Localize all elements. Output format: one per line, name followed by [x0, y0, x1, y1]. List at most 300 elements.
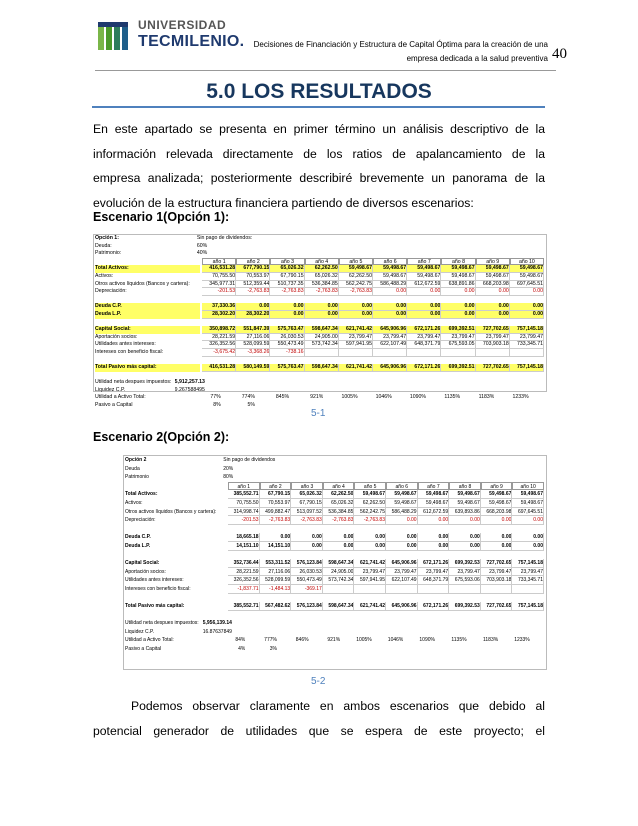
summary-row — [94, 387, 546, 395]
value-cell: 62,262.50 — [339, 273, 373, 281]
value-cell: 0.00 — [476, 303, 510, 311]
value-cell: 59,498.67 — [510, 273, 544, 281]
closing-paragraph — [93, 694, 545, 743]
scenario1-caption: 5-1 — [311, 408, 326, 419]
summary-row — [124, 628, 546, 637]
ratio-row — [124, 645, 546, 654]
value-cell: 757,145.18 — [510, 364, 544, 372]
value-cell: 27,116.06 — [260, 568, 292, 577]
value-cell: 59,498.67 — [510, 265, 544, 273]
value-cell: 350,898.72 — [202, 326, 236, 334]
spacer-row — [94, 357, 546, 365]
spacer-row — [124, 611, 546, 620]
value-cell: 727,702.65 — [481, 559, 513, 568]
value-cell: 0.00 — [476, 288, 510, 296]
row-label: Capital Social: — [95, 326, 200, 334]
data-row — [94, 334, 546, 342]
value-cell: 672,171.26 — [407, 364, 441, 372]
value-cell: 26,030.53 — [270, 334, 304, 342]
row-label: Otros activos líquidos (Bancos y cartera): — [95, 280, 190, 287]
data-row — [124, 576, 546, 585]
value-cell: 727,702.65 — [476, 326, 510, 334]
data-row — [94, 364, 546, 372]
tecmilenio-logo-icon — [96, 16, 136, 56]
option-value: 60% — [196, 242, 208, 249]
value-cell: 0.00 — [481, 516, 513, 525]
value-cell: 645,906.96 — [373, 326, 407, 334]
value-cell: 0.00 — [354, 533, 386, 542]
year-header: año 6 — [386, 482, 418, 491]
value-cell — [373, 349, 407, 357]
ratio-value — [441, 402, 460, 410]
value-cell: -201.53 — [202, 288, 236, 296]
value-cell: 0.00 — [339, 311, 373, 319]
value-cell: 645,906.96 — [386, 602, 418, 611]
value-cell: 59,498.67 — [481, 499, 513, 508]
value-cell: -2,763.83 — [291, 516, 323, 525]
value-cell: 575,763.47 — [270, 326, 304, 334]
year-header: año 7 — [418, 482, 450, 491]
year-header-row — [124, 482, 546, 491]
value-cell: 622,107.49 — [386, 576, 418, 585]
row-label: Total Pasivo más capital: — [95, 364, 200, 372]
value-cell: 385,552.71 — [228, 602, 260, 611]
ratio-value: 1005% — [356, 637, 372, 644]
value-cell: 27,116.06 — [236, 334, 270, 342]
value-cell: 59,498.67 — [386, 490, 418, 499]
value-cell: 67,790.15 — [291, 499, 323, 508]
value-cell — [512, 585, 544, 594]
option-value: 40% — [196, 250, 208, 257]
value-cell: 24,905.00 — [323, 568, 355, 577]
data-row — [124, 490, 546, 499]
ratio-value: 1135% — [451, 637, 467, 644]
value-cell: 0.00 — [481, 542, 513, 551]
value-cell: -1,484.13 — [260, 585, 292, 594]
ratio-value: 77% — [210, 394, 221, 401]
value-cell: 0.00 — [441, 303, 475, 311]
summary-label: Utilidad neta despues impuestos: — [125, 620, 199, 627]
data-row — [124, 508, 546, 517]
value-cell: 0.00 — [305, 311, 339, 319]
value-cell: 67,790.15 — [270, 273, 304, 281]
value-cell: 59,498.67 — [449, 490, 481, 499]
row-label: Depreciación: — [95, 288, 127, 295]
row-label: Utilidades antes intereses: — [125, 577, 184, 584]
option-value: Sin pago de dividendos — [223, 457, 276, 463]
year-header: año 6 — [373, 258, 407, 266]
value-cell: -369.17 — [291, 585, 323, 594]
value-cell — [386, 585, 418, 594]
value-cell: -3,675.42 — [202, 349, 236, 357]
value-cell: 612,672.59 — [418, 508, 450, 517]
year-header: año 9 — [476, 258, 510, 266]
value-cell: 499,882.47 — [260, 508, 292, 517]
value-cell: 550,473.49 — [270, 341, 304, 349]
intro-line: empresa analizada; posteriormente describiré brevemente un panorama de la — [93, 171, 545, 185]
data-row — [124, 499, 546, 508]
value-cell: 70,755.50 — [202, 273, 236, 281]
data-row — [94, 311, 546, 319]
value-cell: 0.00 — [305, 303, 339, 311]
ratio-value: 1046% — [375, 394, 392, 401]
row-label: Deuda C.P. — [125, 534, 151, 541]
ratio-value: 845% — [275, 394, 290, 401]
option-value: Sin pago de dividendos: — [196, 235, 253, 241]
year-header: año 2 — [236, 258, 270, 266]
value-cell: 757,145.18 — [512, 559, 544, 568]
value-cell: 621,741.42 — [339, 364, 373, 372]
ratio-row — [94, 394, 546, 402]
ratio-label: Utilidad a Activo Total: — [95, 394, 146, 401]
value-cell: 668,203.98 — [476, 281, 510, 289]
value-cell: 648,371.79 — [418, 576, 450, 585]
value-cell — [441, 349, 475, 357]
value-cell: -2,763.83 — [236, 288, 270, 296]
scenario1-table — [93, 234, 547, 409]
value-cell: 567,482.62 — [260, 602, 292, 611]
value-cell: 727,702.65 — [481, 602, 513, 611]
value-cell: 597,941.95 — [339, 341, 373, 349]
value-cell: 59,498.67 — [441, 273, 475, 281]
value-cell: 0.00 — [510, 288, 544, 296]
year-header-row — [94, 258, 546, 266]
value-cell: 699,392.51 — [441, 364, 475, 372]
data-row — [124, 568, 546, 577]
ratio-value — [354, 645, 371, 654]
data-row — [94, 326, 546, 334]
value-cell: -1,837.71 — [228, 585, 260, 594]
year-header: año 4 — [305, 258, 339, 266]
value-cell: -2,763.83 — [270, 288, 304, 296]
value-cell: 677,790.15 — [236, 265, 270, 273]
value-cell: 26,030.53 — [291, 568, 323, 577]
ratio-value: 84% — [235, 637, 246, 644]
value-cell: 0.00 — [260, 533, 292, 542]
spacer-row — [124, 525, 546, 534]
value-cell: 697,645.51 — [512, 508, 544, 517]
value-cell: 0.00 — [407, 288, 441, 296]
value-cell: 37,330.36 — [202, 303, 236, 311]
value-cell: 352,736.44 — [228, 559, 260, 568]
value-cell: 326,352.56 — [228, 576, 260, 585]
ratio-row — [124, 636, 546, 645]
value-cell: 639,893.86 — [449, 508, 481, 517]
value-cell: 0.00 — [510, 311, 544, 319]
value-cell: 416,531.28 — [202, 265, 236, 273]
ratio-value: 846% — [295, 637, 309, 644]
year-header: año 1 — [228, 482, 260, 491]
year-header: año 5 — [339, 258, 373, 266]
value-cell: 14,151.10 — [260, 542, 292, 551]
option-label: Deuda: — [95, 242, 112, 249]
value-cell: 14,151.10 — [228, 542, 260, 551]
value-cell — [481, 585, 513, 594]
value-cell: 23,799.47 — [373, 334, 407, 342]
value-cell: 65,026.32 — [323, 499, 355, 508]
value-cell — [476, 349, 510, 357]
summary-value: 9.267588495 — [174, 386, 205, 393]
value-cell: 23,799.47 — [512, 568, 544, 577]
value-cell: 0.00 — [407, 311, 441, 319]
option-label: Opción 2 — [125, 457, 147, 463]
value-cell: 67,790.15 — [260, 490, 292, 499]
year-header: año 3 — [291, 482, 323, 491]
ratio-value — [476, 402, 495, 410]
ratio-value — [512, 645, 529, 654]
row-label: Deuda L.P. — [125, 542, 151, 549]
summary-value: 5,912,257.13 — [174, 379, 205, 386]
value-cell: 562,242.75 — [339, 281, 373, 289]
ratio-value: 1090% — [409, 394, 426, 401]
value-cell: 668,203.98 — [481, 508, 513, 517]
value-cell: 59,498.67 — [386, 499, 418, 508]
spacer-row — [124, 551, 546, 560]
ratio-value: 1183% — [478, 394, 495, 401]
data-row — [124, 585, 546, 594]
data-row — [94, 288, 546, 296]
value-cell: 0.00 — [323, 542, 355, 551]
value-cell: 23,799.47 — [449, 568, 481, 577]
value-cell — [407, 349, 441, 357]
value-cell: 23,799.47 — [418, 568, 450, 577]
data-row — [94, 349, 546, 357]
value-cell: 59,498.67 — [441, 265, 475, 273]
year-header: año 2 — [260, 482, 292, 491]
value-cell: 385,552.71 — [228, 490, 260, 499]
option-row — [124, 465, 546, 474]
header-line-1: Decisiones de Financiación y Estructura de Capital Óptima para la creación de una — [253, 40, 548, 49]
value-cell: 0.00 — [418, 516, 450, 525]
year-header: año 9 — [481, 482, 513, 491]
value-cell — [510, 349, 544, 357]
ratio-value: 1046% — [387, 637, 404, 644]
value-cell: 0.00 — [441, 311, 475, 319]
value-cell: 699,392.53 — [449, 559, 481, 568]
ratio-value: 774% — [241, 394, 255, 401]
option-row — [124, 473, 546, 482]
value-cell: 0.00 — [441, 288, 475, 296]
value-cell: 513,097.52 — [291, 508, 323, 517]
value-cell — [305, 349, 339, 357]
data-row — [124, 516, 546, 525]
value-cell: 70,553.97 — [260, 499, 292, 508]
value-cell: 0.00 — [512, 533, 544, 542]
value-cell: 551,847.39 — [236, 326, 270, 334]
value-cell: 23,799.47 — [339, 334, 373, 342]
intro-line: información relevada directamente de los ratios de apalancamiento de la — [93, 146, 545, 161]
row-label: Otros activos líquidos (Bancos y cartera): — [125, 508, 217, 515]
value-cell: 59,498.67 — [481, 490, 513, 499]
data-row — [124, 542, 546, 551]
ratio-value: 1090% — [419, 637, 435, 644]
ratio-value — [449, 645, 466, 654]
value-cell: 28,221.59 — [228, 568, 260, 577]
summary-label: Liquidez C.P. — [95, 386, 126, 393]
value-cell: 59,498.67 — [418, 490, 450, 499]
ratio-value: 1183% — [482, 637, 499, 644]
ratio-value — [407, 402, 426, 410]
value-cell: 62,262.50 — [354, 499, 386, 508]
ratio-label: Pasivo a Capital — [125, 646, 162, 653]
value-cell: 0.00 — [407, 303, 441, 311]
summary-row — [94, 379, 546, 387]
option-label: Opción 1: — [95, 235, 119, 241]
value-cell: 0.00 — [291, 533, 323, 542]
logo-text-top: UNIVERSIDAD — [138, 18, 227, 32]
data-row — [94, 303, 546, 311]
value-cell: 0.00 — [418, 542, 450, 551]
ratio-value — [339, 402, 358, 410]
value-cell: -2,763.83 — [323, 516, 355, 525]
value-cell: 28,302.20 — [202, 311, 236, 319]
option-label: Patrimonio: — [95, 250, 122, 257]
ratio-value — [291, 645, 308, 654]
spacer-row — [94, 372, 546, 380]
intro-line: En este apartado se presenta en primer término un análisis descriptivo de la — [93, 122, 545, 136]
value-cell: 621,741.42 — [354, 602, 386, 611]
row-label: Deuda C.P. — [95, 303, 200, 311]
value-cell: 562,242.75 — [354, 508, 386, 517]
ratio-value — [418, 645, 435, 654]
ratio-value: 921% — [310, 394, 324, 401]
year-header: año 8 — [449, 482, 481, 491]
value-cell: 672,171.26 — [418, 559, 450, 568]
ratio-value: 4% — [238, 646, 246, 653]
header-divider — [95, 70, 556, 71]
logo-text-bottom: TECMILENIO. — [138, 33, 245, 50]
value-cell: 0.00 — [481, 533, 513, 542]
row-label: Activos: — [95, 272, 114, 279]
value-cell: 576,123.84 — [291, 559, 323, 568]
value-cell: 0.00 — [449, 516, 481, 525]
ratio-value: 1005% — [341, 394, 358, 401]
ratio-value: 921% — [327, 637, 341, 644]
summary-value: 5,956,139.14 — [202, 620, 232, 627]
value-cell: 528,099.59 — [236, 341, 270, 349]
value-cell: 59,498.67 — [449, 499, 481, 508]
value-cell: 59,498.67 — [354, 490, 386, 499]
spacer-row — [94, 296, 546, 304]
ratio-value — [270, 402, 289, 410]
value-cell: 638,891.86 — [441, 281, 475, 289]
value-cell: 0.00 — [418, 533, 450, 542]
row-label: Aportación socios: — [125, 568, 166, 575]
value-cell: 70,755.50 — [228, 499, 260, 508]
value-cell: 65,026.32 — [305, 273, 339, 281]
data-row — [94, 281, 546, 289]
value-cell: 0.00 — [512, 516, 544, 525]
row-label: Activos: — [125, 499, 143, 506]
value-cell: 18,665.18 — [228, 533, 260, 542]
value-cell: 598,647.34 — [305, 326, 339, 334]
value-cell: 28,302.20 — [236, 311, 270, 319]
data-row — [94, 265, 546, 273]
value-cell: 0.00 — [386, 516, 418, 525]
value-cell: 23,799.47 — [481, 568, 513, 577]
value-cell — [323, 585, 355, 594]
value-cell: 576,123.84 — [291, 602, 323, 611]
value-cell: -2,763.83 — [260, 516, 292, 525]
row-label: Deuda L.P. — [95, 311, 200, 319]
value-cell: 0.00 — [323, 533, 355, 542]
option-row — [94, 235, 546, 243]
data-row — [124, 602, 546, 611]
value-cell: 0.00 — [373, 303, 407, 311]
value-cell: 598,647.34 — [323, 559, 355, 568]
value-cell: 59,498.67 — [407, 273, 441, 281]
value-cell: 62,262.50 — [323, 490, 355, 499]
year-header: año 10 — [510, 258, 544, 266]
value-cell: 675,593.05 — [441, 341, 475, 349]
intro-line: evolución de la estructura financiera partiendo de diversos escenarios: — [93, 195, 474, 210]
value-cell: 699,392.51 — [441, 326, 475, 334]
value-cell: 757,145.18 — [512, 602, 544, 611]
spacer-row — [124, 594, 546, 603]
value-cell: 580,149.59 — [236, 364, 270, 372]
value-cell: -2,763.83 — [339, 288, 373, 296]
value-cell: 586,488.29 — [373, 281, 407, 289]
scenario2-caption: 5-2 — [311, 676, 326, 687]
value-cell — [418, 585, 450, 594]
row-label: Total Activos: — [125, 491, 158, 498]
data-row — [94, 341, 546, 349]
ratio-value — [386, 645, 403, 654]
value-cell: 672,171.26 — [407, 326, 441, 334]
year-header: año 4 — [323, 482, 355, 491]
year-header: año 1 — [202, 258, 236, 266]
summary-label: Utilidad neta despues impuestos: — [95, 379, 172, 386]
value-cell: 59,498.67 — [476, 265, 510, 273]
value-cell: 586,488.29 — [386, 508, 418, 517]
scenario2-heading: Escenario 2(Opción 2): — [93, 430, 230, 444]
closing-line: Podemos observar claramente en ambos escenarios que debido al — [131, 699, 545, 713]
value-cell: 703,903.18 — [476, 341, 510, 349]
value-cell: 0.00 — [386, 533, 418, 542]
summary-label: Liquidez C.P. — [125, 628, 155, 635]
value-cell: 0.00 — [512, 542, 544, 551]
scenario1-heading: Escenario 1(Opción 1): — [93, 210, 230, 224]
value-cell: 70,553.97 — [236, 273, 270, 281]
value-cell: 345,977.31 — [202, 281, 236, 289]
year-header: año 5 — [354, 482, 386, 491]
value-cell — [449, 585, 481, 594]
ratio-value: 777% — [264, 637, 277, 644]
value-cell: 62,262.50 — [305, 265, 339, 273]
value-cell: 621,741.42 — [339, 326, 373, 334]
value-cell: 23,799.47 — [386, 568, 418, 577]
row-label: Aportación socios: — [95, 333, 138, 340]
summary-value: 16.87637849 — [202, 628, 232, 635]
value-cell: 512,359.44 — [236, 281, 270, 289]
value-cell: 757,145.18 — [510, 326, 544, 334]
option-value: 20% — [223, 465, 234, 472]
value-cell: 59,498.67 — [339, 265, 373, 273]
row-label: Depreciación: — [125, 517, 156, 524]
ratio-label: Pasivo a Capital — [95, 402, 133, 409]
value-cell: 59,498.67 — [418, 499, 450, 508]
ratio-value: 1233% — [512, 394, 529, 401]
summary-row — [124, 619, 546, 628]
scenario2-table — [123, 455, 547, 670]
value-cell: 612,672.59 — [407, 281, 441, 289]
value-cell: 697,645.51 — [510, 281, 544, 289]
value-cell: 510,737.35 — [270, 281, 304, 289]
year-header: año 3 — [270, 258, 304, 266]
value-cell: 23,799.47 — [354, 568, 386, 577]
value-cell: 621,741.42 — [354, 559, 386, 568]
value-cell: 0.00 — [386, 542, 418, 551]
